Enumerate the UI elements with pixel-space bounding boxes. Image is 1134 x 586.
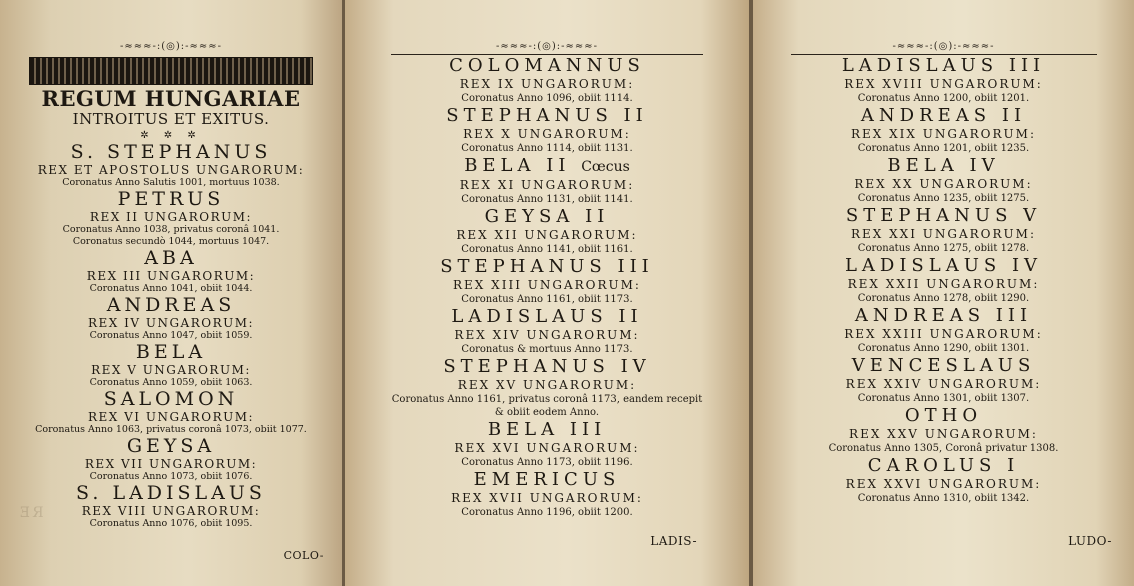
king-name: ANDREAS II <box>860 105 1027 126</box>
king-entry <box>753 455 1134 505</box>
coronation-line: Coronatus Anno 1141, obiit 1161. <box>461 244 633 255</box>
coronation-line: Coronatus Anno 1059, obiit 1063. <box>89 377 253 388</box>
coronation-line: Coronatus Anno 1200, obiit 1201. <box>857 93 1030 104</box>
king-name: OTHO <box>904 405 983 426</box>
coronation-line: Coronatus Anno 1278, obiit 1290. <box>857 293 1030 304</box>
king-name-text: BELA II <box>464 155 571 176</box>
page-right <box>753 0 1134 586</box>
king-entry <box>753 405 1134 455</box>
coronation-line: Coronatus & mortuus Anno 1173. <box>461 344 633 355</box>
coronation-line: Coronatus Anno 1063, privatus coronâ 1073, obiit 1077. <box>35 424 307 435</box>
coronation-line: Coronatus Anno 1041, obiit 1044. <box>89 283 253 294</box>
king-title: REX III UNGARORUM: <box>86 269 256 283</box>
page-left-content <box>0 40 342 530</box>
king-title: REX XXIII UNGARORUM: <box>844 327 1043 341</box>
king-title: REX XXI UNGARORUM: <box>850 227 1036 241</box>
king-title: REX II UNGARORUM: <box>89 210 253 224</box>
header-ornament: -≈≈≈-:(◎):-≈≈≈- <box>495 41 599 52</box>
king-name: STEPHANUS V <box>845 205 1042 226</box>
coronation-line: Coronatus Anno 1290, obiit 1301. <box>857 343 1030 354</box>
king-entry <box>753 355 1134 405</box>
king-name: S. STEPHANUS <box>70 141 272 163</box>
king-name <box>345 155 749 178</box>
king-title: REX VI UNGARORUM: <box>87 410 255 424</box>
coronation-line: Coronatus Anno 1161, obiit 1173. <box>461 294 633 305</box>
king-title: REX XIV UNGARORUM: <box>454 328 640 342</box>
king-name: STEPHANUS IV <box>443 356 651 377</box>
stars-ornament: ✲ ✲ ✲ <box>140 130 202 141</box>
coronation-line: Coronatus Anno 1173, obiit 1196. <box>461 457 633 468</box>
king-name: BELA IV <box>887 155 1000 176</box>
king-title: REX XII UNGARORUM: <box>456 228 638 242</box>
king-name: ABA <box>144 247 198 269</box>
king-name: COLOMANNUS <box>449 55 645 76</box>
page-left <box>0 0 342 586</box>
king-name: GEYSA <box>126 435 216 457</box>
king-title: REX XVI UNGARORUM: <box>454 441 640 455</box>
king-name: ANDREAS <box>106 294 236 316</box>
king-entry <box>0 189 342 248</box>
king-entry <box>0 248 342 295</box>
king-title: REX XIII UNGARORUM: <box>453 278 641 292</box>
king-name: EMERICUS <box>473 469 621 490</box>
king-entry <box>753 305 1134 355</box>
king-title: REX XXVI UNGARORUM: <box>845 477 1042 491</box>
header-ornament: -≈≈≈-:(◎):-≈≈≈- <box>119 41 223 52</box>
king-name: CAROLUS I <box>867 455 1020 476</box>
coronation-line: Coronatus Anno 1196, obiit 1200. <box>461 507 633 518</box>
king-entry <box>753 55 1134 105</box>
king-title: REX IX UNGARORUM: <box>459 77 635 91</box>
decorative-band <box>29 57 313 85</box>
king-name: SALOMON <box>103 388 239 410</box>
coronation-line: Coronatus Anno 1201, obiit 1235. <box>857 143 1030 154</box>
king-entry <box>753 255 1134 305</box>
coronation-line: Coronatus Anno 1047, obiit 1059. <box>89 330 253 341</box>
king-entry <box>753 205 1134 255</box>
king-title: REX V UNGARORUM: <box>91 363 251 377</box>
king-entry <box>345 206 749 256</box>
king-title: REX XX UNGARORUM: <box>854 177 1033 191</box>
king-entry <box>753 105 1134 155</box>
king-title: REX XXIV UNGARORUM: <box>845 377 1042 391</box>
king-name: LADISLAUS II <box>451 306 643 327</box>
king-entry <box>345 469 749 519</box>
page-heading: REGUM HUNGARIAE <box>41 86 301 111</box>
coronation-line: Coronatus Anno 1076, obiit 1095. <box>89 518 253 529</box>
show-through-text: ƎЯ <box>20 505 46 521</box>
king-title: REX VIII UNGARORUM: <box>81 504 261 518</box>
king-entry <box>0 389 342 436</box>
coronation-line: Coronatus Anno 1305, Coronâ privatur 1308. <box>828 443 1059 454</box>
king-name: PETRUS <box>117 188 225 210</box>
catchword: COLO- <box>283 549 324 562</box>
page-middle-content <box>345 40 749 519</box>
header-ornament: -≈≈≈-:(◎):-≈≈≈- <box>892 41 995 52</box>
coronation-line: Coronatus Anno Salutis 1001, mortuus 1038. <box>62 177 280 188</box>
king-name: ANDREAS III <box>854 305 1033 326</box>
king-name: LADISLAUS IV <box>844 255 1043 276</box>
king-entry <box>345 419 749 469</box>
king-title: REX IV UNGARORUM: <box>87 316 255 330</box>
coronation-line: Coronatus Anno 1114, obiit 1131. <box>461 143 633 154</box>
page-right-content <box>753 40 1134 505</box>
coronation-line: Coronatus Anno 1275, obiit 1278. <box>857 243 1030 254</box>
king-title: REX XXII UNGARORUM: <box>847 277 1040 291</box>
king-title: REX XXV UNGARORUM: <box>849 427 1038 441</box>
coronation-line: Coronatus Anno 1161, privatus coronâ 1173, eandem recepit <box>391 394 703 405</box>
king-name: BELA III <box>487 419 607 440</box>
king-entry <box>0 142 342 189</box>
catchword: LUDO- <box>1068 534 1112 548</box>
king-epithet: Cœcus <box>581 159 630 175</box>
coronation-line: & obiit eodem Anno. <box>494 407 600 418</box>
king-title: REX XV UNGARORUM: <box>457 378 637 392</box>
king-name: VENCESLAUS <box>851 355 1036 376</box>
page-middle <box>345 0 749 586</box>
coronation-line: Coronatus Anno 1301, obiit 1307. <box>857 393 1030 404</box>
coronation-line: Coronatus Anno 1131, obiit 1141. <box>461 194 633 205</box>
king-entry <box>345 306 749 356</box>
coronation-line: Coronatus Anno 1096, obiit 1114. <box>461 93 633 104</box>
king-name: LADISLAUS III <box>841 55 1046 76</box>
king-entry <box>0 436 342 483</box>
king-entry <box>345 105 749 155</box>
king-entry <box>753 155 1134 205</box>
king-entry <box>345 155 749 206</box>
king-title: REX XI UNGARORUM: <box>459 178 635 192</box>
coronation-line: Coronatus secundò 1044, mortuus 1047. <box>72 236 270 247</box>
king-title: REX XIX UNGARORUM: <box>850 127 1036 141</box>
king-name: GEYSA II <box>484 206 610 227</box>
king-entry <box>345 55 749 105</box>
king-entry <box>345 356 749 419</box>
coronation-line: Coronatus Anno 1235, obiit 1275. <box>857 193 1030 204</box>
king-entry <box>345 256 749 306</box>
catchword: LADIS- <box>650 534 697 548</box>
page-subheading: INTROITUS ET EXITUS. <box>72 110 270 128</box>
king-title: REX X UNGARORUM: <box>463 127 631 141</box>
king-entry <box>0 342 342 389</box>
king-name: BELA <box>135 341 207 363</box>
king-title: REX XVIII UNGARORUM: <box>844 77 1043 91</box>
king-title: REX XVII UNGARORUM: <box>451 491 643 505</box>
coronation-line: Coronatus Anno 1038, privatus coronâ 1041. <box>62 224 280 235</box>
king-name: STEPHANUS II <box>446 105 648 126</box>
coronation-line: Coronatus Anno 1310, obiit 1342. <box>857 493 1030 504</box>
king-title: REX VII UNGARORUM: <box>84 457 258 471</box>
king-title: REX ET APOSTOLUS UNGARORUM: <box>37 163 305 177</box>
coronation-line: Coronatus Anno 1073, obiit 1076. <box>89 471 253 482</box>
king-entry <box>0 295 342 342</box>
king-name: STEPHANUS III <box>440 256 654 277</box>
king-name: S. LADISLAUS <box>76 482 266 504</box>
king-entry <box>0 483 342 530</box>
